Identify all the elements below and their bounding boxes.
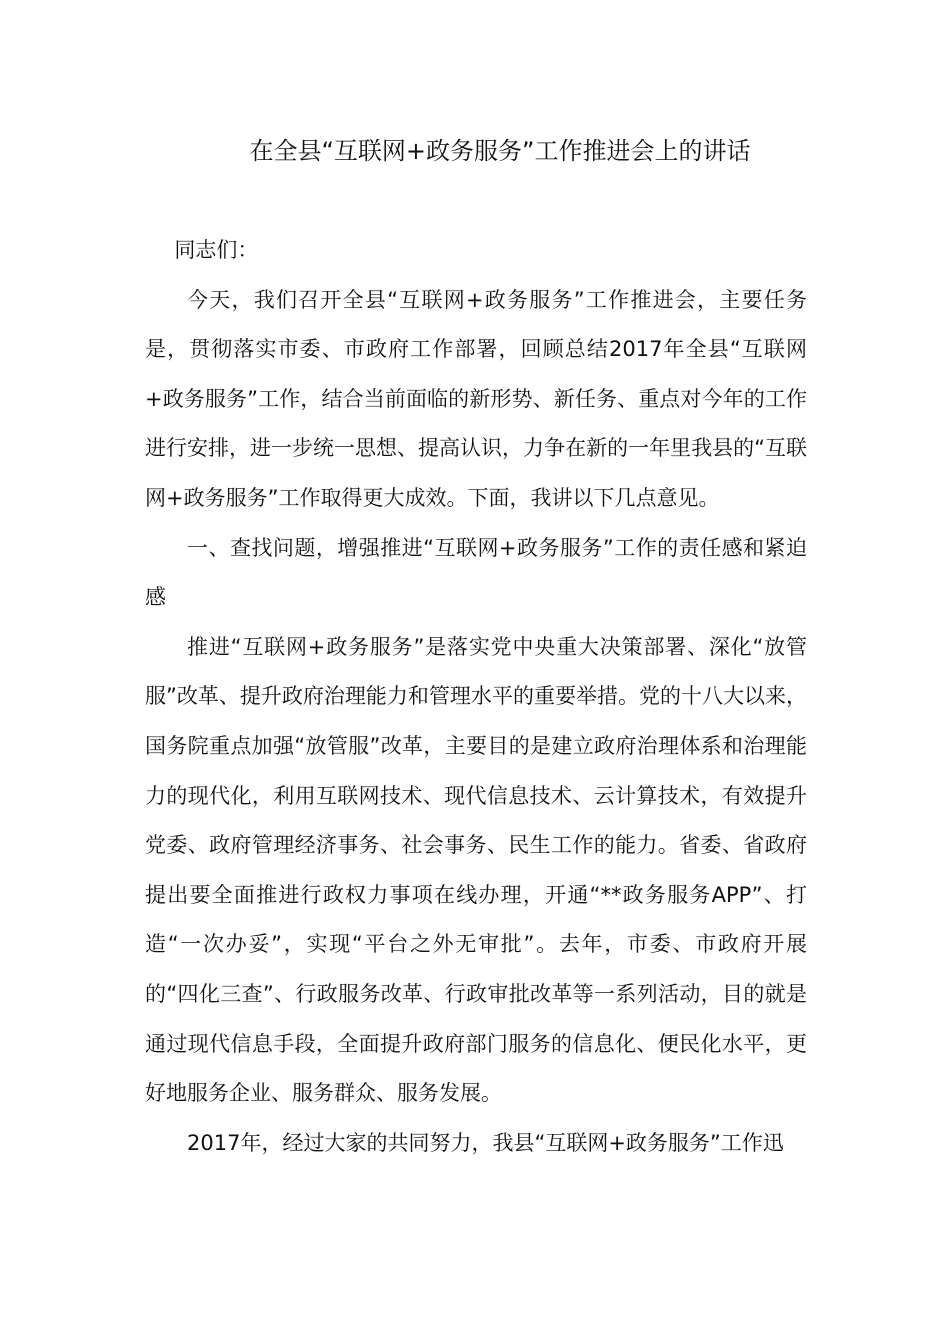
paragraph-2017-review: 2017年，经过大家的共同努力，我县“互联网+政务服务”工作迅 xyxy=(187,1130,784,1155)
paragraph-intro: 今天，我们召开全县“互联网+政务服务”工作推进会，主要任务是，贯彻落实市委、市政府工作部署，回顾总结2017年全县“互联网+政务服务”工作，结合当前面临的新形势、新任务、重点对今年的工作进行安排，进一步统一思想、提高认识，力争在新的一年里我县的“互联网+政务服务”工作取得更大成效。下面，我讲以下几点意见。 xyxy=(145,287,807,510)
section-heading-1: 一、查找问题，增强推进“互联网+政务服务”工作的责任感和紧迫感 xyxy=(145,535,807,610)
document-title: 在全县“互联网+政务服务”工作推进会上的讲话 xyxy=(249,137,751,165)
document-body xyxy=(145,226,807,1168)
greeting: 同志们： xyxy=(174,238,259,262)
paragraph-background: 推进“互联网+政务服务”是落实党中央重大决策部署、深化“放管服”改革、提升政府治理能力和管理水平的重要举措。党的十八大以来，国务院重点加强“放管服”改革，主要目的是建立政府治理体系和治理能力的现代化，利用互联网技术、现代信息技术、云计算技术，有效提升党委、政府管理经济事务、社会事务、民生工作的能力。省委、省政府提出要全面推进行政权力事项在线办理，开通“**政务服务APP”、打造“一次办妥”，实现“平台之外无审批”。去年，市委、市政府开展的“四化三查”、行政服务改革、行政审批改革等一系列活动，目的就是通过现代信息手段，全面提升政府部门服务的信息化、便民化水平，更好地服务企业、服务群众、服务发展。 xyxy=(145,634,807,1106)
